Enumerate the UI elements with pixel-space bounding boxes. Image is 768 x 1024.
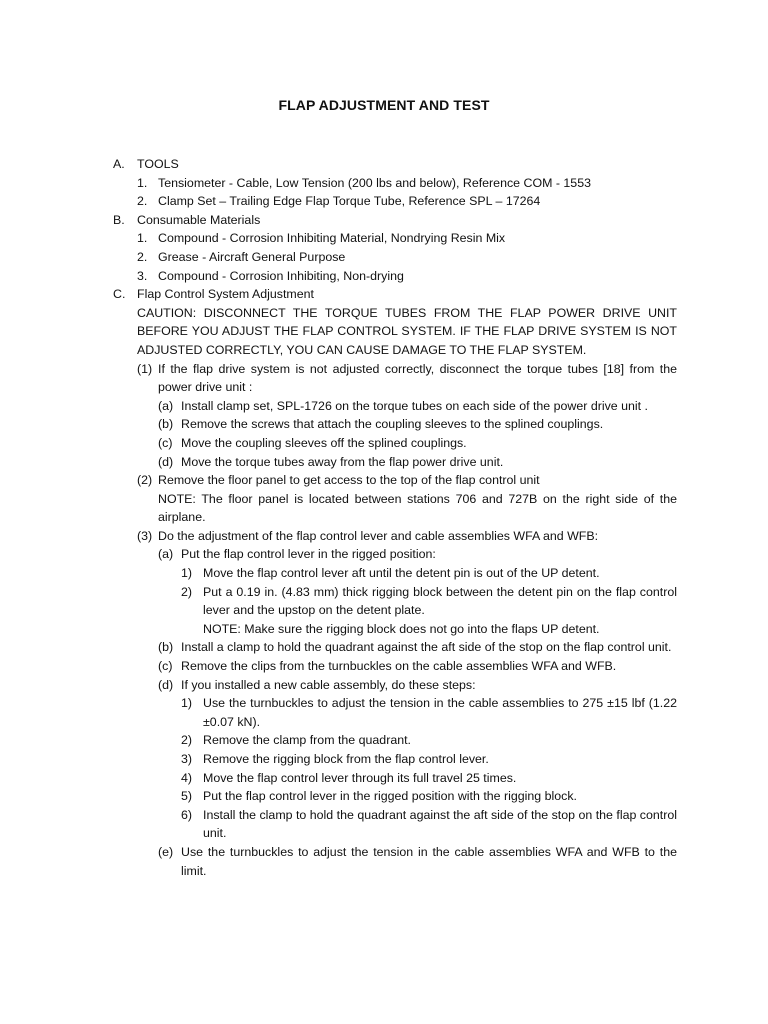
list-marker: 2. — [137, 194, 148, 209]
item-text: Use the turnbuckles to adjust the tension in the cable assemblies to 275 ±15 lbf (1.22 ±0.07 kN). — [203, 696, 677, 729]
item-marker: 1) — [181, 696, 193, 711]
list-item-text: Clamp Set – Trailing Edge Flap Torque Tube, Reference SPL – 17264 — [158, 194, 541, 209]
section-title: Consumable Materials — [137, 212, 261, 227]
step-1 — [0, 360, 768, 397]
numbered-item — [0, 787, 768, 806]
item-marker: 2) — [181, 733, 193, 748]
list-item-text: Grease - Aircraft General Purpose — [158, 249, 346, 264]
item-text: Remove the clamp from the quadrant. — [203, 733, 411, 748]
list-marker: 1. — [137, 231, 148, 246]
sub-step — [0, 638, 768, 657]
note-text: NOTE: The floor panel is located between stations 706 and 727B on the right side of the airplane. — [158, 491, 677, 525]
list-marker: 2. — [137, 249, 148, 264]
step-3 — [0, 527, 768, 546]
numbered-item — [0, 750, 768, 769]
step-marker: (2) — [137, 473, 153, 488]
sub-step — [0, 676, 768, 695]
section-marker: B. — [113, 212, 125, 227]
numbered-item — [0, 583, 768, 620]
sub-step — [0, 545, 768, 564]
caution-text: CAUTION: DISCONNECT THE TORQUE TUBES FROM THE FLAP POWER DRIVE UNIT BEFORE YOU ADJUST THE FLAP CONTROL SYSTEM. IF THE FLAP DRIVE SYSTEM IS NOT ADJUSTED CORRECTLY, YOU CAN CAUSE DAMAGE TO THE FLAP SYSTEM. — [137, 305, 677, 357]
section-a-heading — [0, 155, 768, 174]
section-title: Flap Control System Adjustment — [137, 287, 314, 302]
sub-step — [0, 657, 768, 676]
sub-step — [0, 397, 768, 416]
step-2 — [0, 471, 768, 490]
item-marker: 4) — [181, 770, 193, 785]
sub-step-marker: (e) — [158, 844, 174, 859]
step-marker: (3) — [137, 528, 153, 543]
item-text: Move the flap control lever aft until the detent pin is out of the UP detent. — [203, 566, 600, 581]
sub-step — [0, 843, 768, 880]
item-text: Remove the rigging block from the flap control lever. — [203, 752, 489, 766]
item-marker: 3) — [181, 752, 193, 766]
numbered-item — [0, 731, 768, 750]
sub-step-marker: (d) — [158, 454, 174, 469]
step-text: If the flap drive system is not adjusted correctly, disconnect the torque tubes [18] from the power drive unit : — [158, 361, 677, 395]
page-title: FLAP ADJUSTMENT AND TEST — [278, 97, 490, 113]
sub-step-text: Use the turnbuckles to adjust the tension in the cable assemblies WFA and WFB to the limit. — [181, 844, 677, 878]
list-item — [0, 248, 768, 267]
item-text: Install the clamp to hold the quadrant against the aft side of the stop on the flap control unit. — [203, 807, 677, 841]
section-b-heading — [0, 211, 768, 230]
numbered-item — [0, 806, 768, 843]
numbered-item — [0, 564, 768, 583]
sub-step-marker: (a) — [158, 547, 174, 562]
list-item — [0, 229, 768, 248]
sub-step-marker: (c) — [158, 435, 173, 450]
sub-step-marker: (b) — [158, 640, 174, 655]
sub-step-text: Install clamp set, SPL-1726 on the torque tubes on each side of the power drive unit . — [181, 398, 648, 413]
note-text: NOTE: Make sure the rigging block does not go into the flaps UP detent. — [203, 621, 600, 636]
step-text: Remove the floor panel to get access to the top of the flap control unit — [158, 473, 540, 488]
sub-step-text: Put the flap control lever in the rigged position: — [181, 547, 436, 562]
list-item-text: Compound - Corrosion Inhibiting, Non-drying — [158, 268, 404, 283]
numbered-item — [0, 769, 768, 788]
sub-step-marker: (b) — [158, 417, 174, 432]
list-marker: 3. — [137, 268, 148, 283]
sub-step-text: If you installed a new cable assembly, do these steps: — [181, 677, 476, 692]
section-title: TOOLS — [137, 157, 179, 171]
sub-step — [0, 453, 768, 472]
sub-step-marker: (c) — [158, 659, 173, 674]
item-marker: 1) — [181, 566, 193, 581]
item-marker: 6) — [181, 807, 193, 822]
item-text: Put a 0.19 in. (4.83 mm) thick rigging block between the detent pin on the flap control lever and the upstop on the detent plate. — [203, 584, 677, 618]
section-marker: C. — [113, 287, 126, 302]
item-marker: 2) — [181, 584, 193, 599]
item-marker: 5) — [181, 789, 193, 804]
numbered-item — [0, 694, 768, 731]
list-item — [0, 267, 768, 286]
item-text: Move the flap control lever through its full travel 25 times. — [203, 770, 517, 785]
list-item — [0, 174, 768, 193]
sub-step-text: Remove the clips from the turnbuckles on the cable assemblies WFA and WFB. — [181, 659, 617, 674]
sub-step-text: Remove the screws that attach the coupling sleeves to the splined couplings. — [181, 417, 604, 432]
document-body — [0, 155, 768, 880]
sub-step-text: Move the torque tubes away from the flap power drive unit. — [181, 454, 504, 469]
list-item-text: Tensiometer - Cable, Low Tension (200 lbs and below), Reference COM - 1553 — [158, 175, 591, 190]
item-text: Put the flap control lever in the rigged position with the rigging block. — [203, 789, 578, 804]
step-marker: (1) — [137, 361, 153, 376]
step-text: Do the adjustment of the flap control lever and cable assemblies WFA and WFB: — [158, 528, 599, 543]
sub-step-marker: (d) — [158, 677, 174, 692]
sub-step-text: Install a clamp to hold the quadrant against the aft side of the stop on the flap control unit. — [181, 640, 672, 655]
sub-step — [0, 415, 768, 434]
section-marker: A. — [113, 157, 125, 171]
list-marker: 1. — [137, 175, 148, 190]
sub-step-marker: (a) — [158, 398, 174, 413]
sub-step-text: Move the coupling sleeves off the splined couplings. — [181, 435, 467, 450]
sub-step — [0, 434, 768, 453]
list-item-text: Compound - Corrosion Inhibiting Material, Nondrying Resin Mix — [158, 231, 506, 246]
list-item — [0, 192, 768, 211]
section-c-heading — [0, 285, 768, 304]
